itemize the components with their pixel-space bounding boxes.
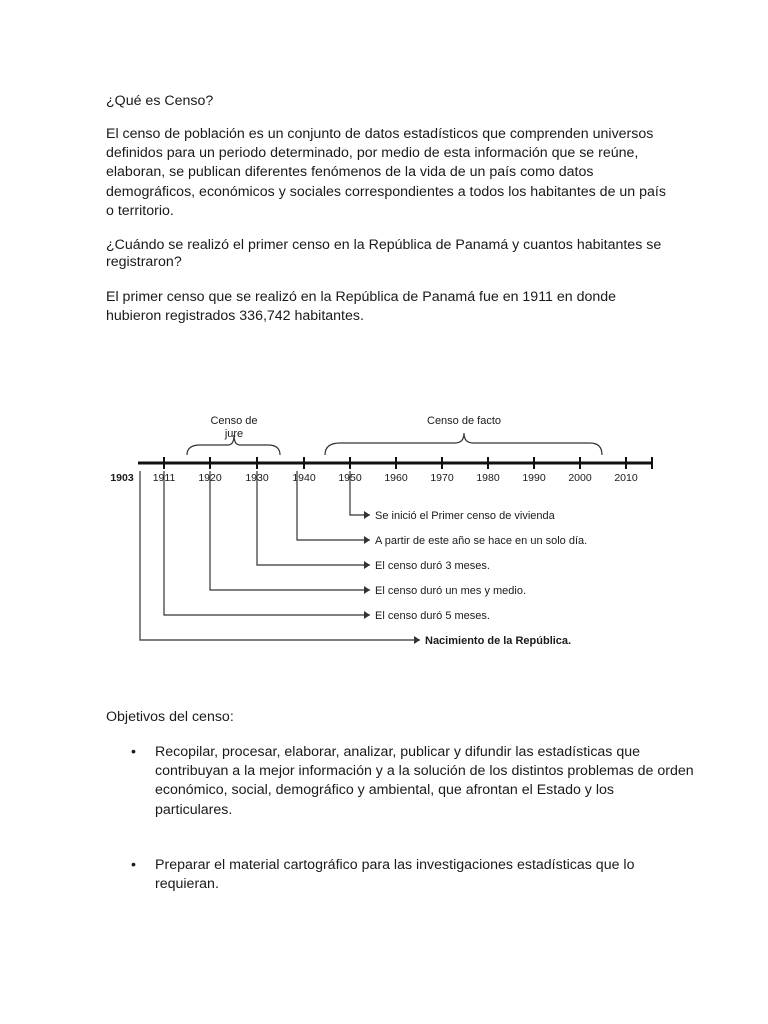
- question-what-is-census: ¿Qué es Censo?: [106, 93, 214, 109]
- objective-text: Recopilar, procesar, elaborar, analizar, publicar y difundir las estadísticas que contribuyan a la mejor información y a la solución de los distintos problemas de orden económico, social, demográfico y ambiental, que afrontan el Estado y los particulares.: [155, 744, 694, 818]
- year-label: 2010: [614, 472, 638, 484]
- arrow-head-icon: [414, 636, 420, 644]
- year-label: 1940: [292, 472, 316, 484]
- arrow-head-icon: [364, 611, 370, 619]
- timeline-annotation: El censo duró 5 meses.: [375, 610, 490, 622]
- arrow-head-icon: [364, 536, 370, 544]
- facto-brace: [325, 433, 602, 455]
- timeline-arrow: [164, 471, 370, 615]
- jure-label-line1: Censo de: [210, 415, 258, 427]
- bullet-icon: •: [131, 744, 136, 760]
- year-label: 1970: [430, 472, 454, 484]
- year-label: 1990: [522, 472, 546, 484]
- question-first-census: ¿Cuándo se realizó el primer censo en la República de Panamá y cuantos habitantes se registraron?: [106, 237, 662, 270]
- year-label: 1950: [338, 472, 362, 484]
- answer-census-definition: El censo de población es un conjunto de datos estadísticos que comprenden universos definidos para un periodo determinado, por medio de esta información que se reúne, elaboran, se publican diferentes fenómenos de la vida de un país como datos demográficos, económicos y sociales correspondientes a todos los habitantes de un país o territorio.: [106, 126, 666, 219]
- year-label: 1920: [198, 472, 222, 484]
- year-label: 1911: [152, 472, 176, 484]
- year-label: 1960: [384, 472, 408, 484]
- objective-item: [106, 743, 695, 820]
- year-label: 1930: [245, 472, 269, 484]
- bullet-icon: •: [131, 857, 136, 873]
- objective-item: [106, 856, 695, 894]
- timeline-annotation: A partir de este año se hace en un solo día.: [375, 535, 588, 547]
- timeline-annotation: Se inició el Primer censo de vivienda: [375, 510, 555, 522]
- objective-text: Preparar el material cartográfico para las investigaciones estadísticas que lo requieran.: [155, 857, 635, 893]
- jure-label-line2: jure: [224, 428, 244, 440]
- objectives-title: Objetivos del censo:: [106, 709, 234, 725]
- timeline-arrow: [210, 471, 370, 590]
- timeline-arrows: [140, 471, 587, 647]
- timeline-annotation: Nacimiento de la República.: [425, 635, 572, 647]
- arrow-head-icon: [364, 586, 370, 594]
- year-label: 1980: [476, 472, 500, 484]
- timeline-year-labels: [110, 472, 638, 484]
- year-label: 2000: [568, 472, 592, 484]
- arrow-head-icon: [364, 561, 370, 569]
- year-label: 1903: [110, 472, 134, 484]
- timeline-arrow: [257, 471, 370, 565]
- census-timeline-diagram: [100, 395, 660, 655]
- answer-first-census: El primer censo que se realizó en la República de Panamá fue en 1911 en donde hubieron registrados 336,742 habitantes.: [106, 289, 617, 325]
- facto-label: Censo de facto: [427, 415, 501, 427]
- timeline-annotation: El censo duró 3 meses.: [375, 560, 490, 572]
- arrow-head-icon: [364, 511, 370, 519]
- timeline-annotation: El censo duró un mes y medio.: [375, 585, 527, 597]
